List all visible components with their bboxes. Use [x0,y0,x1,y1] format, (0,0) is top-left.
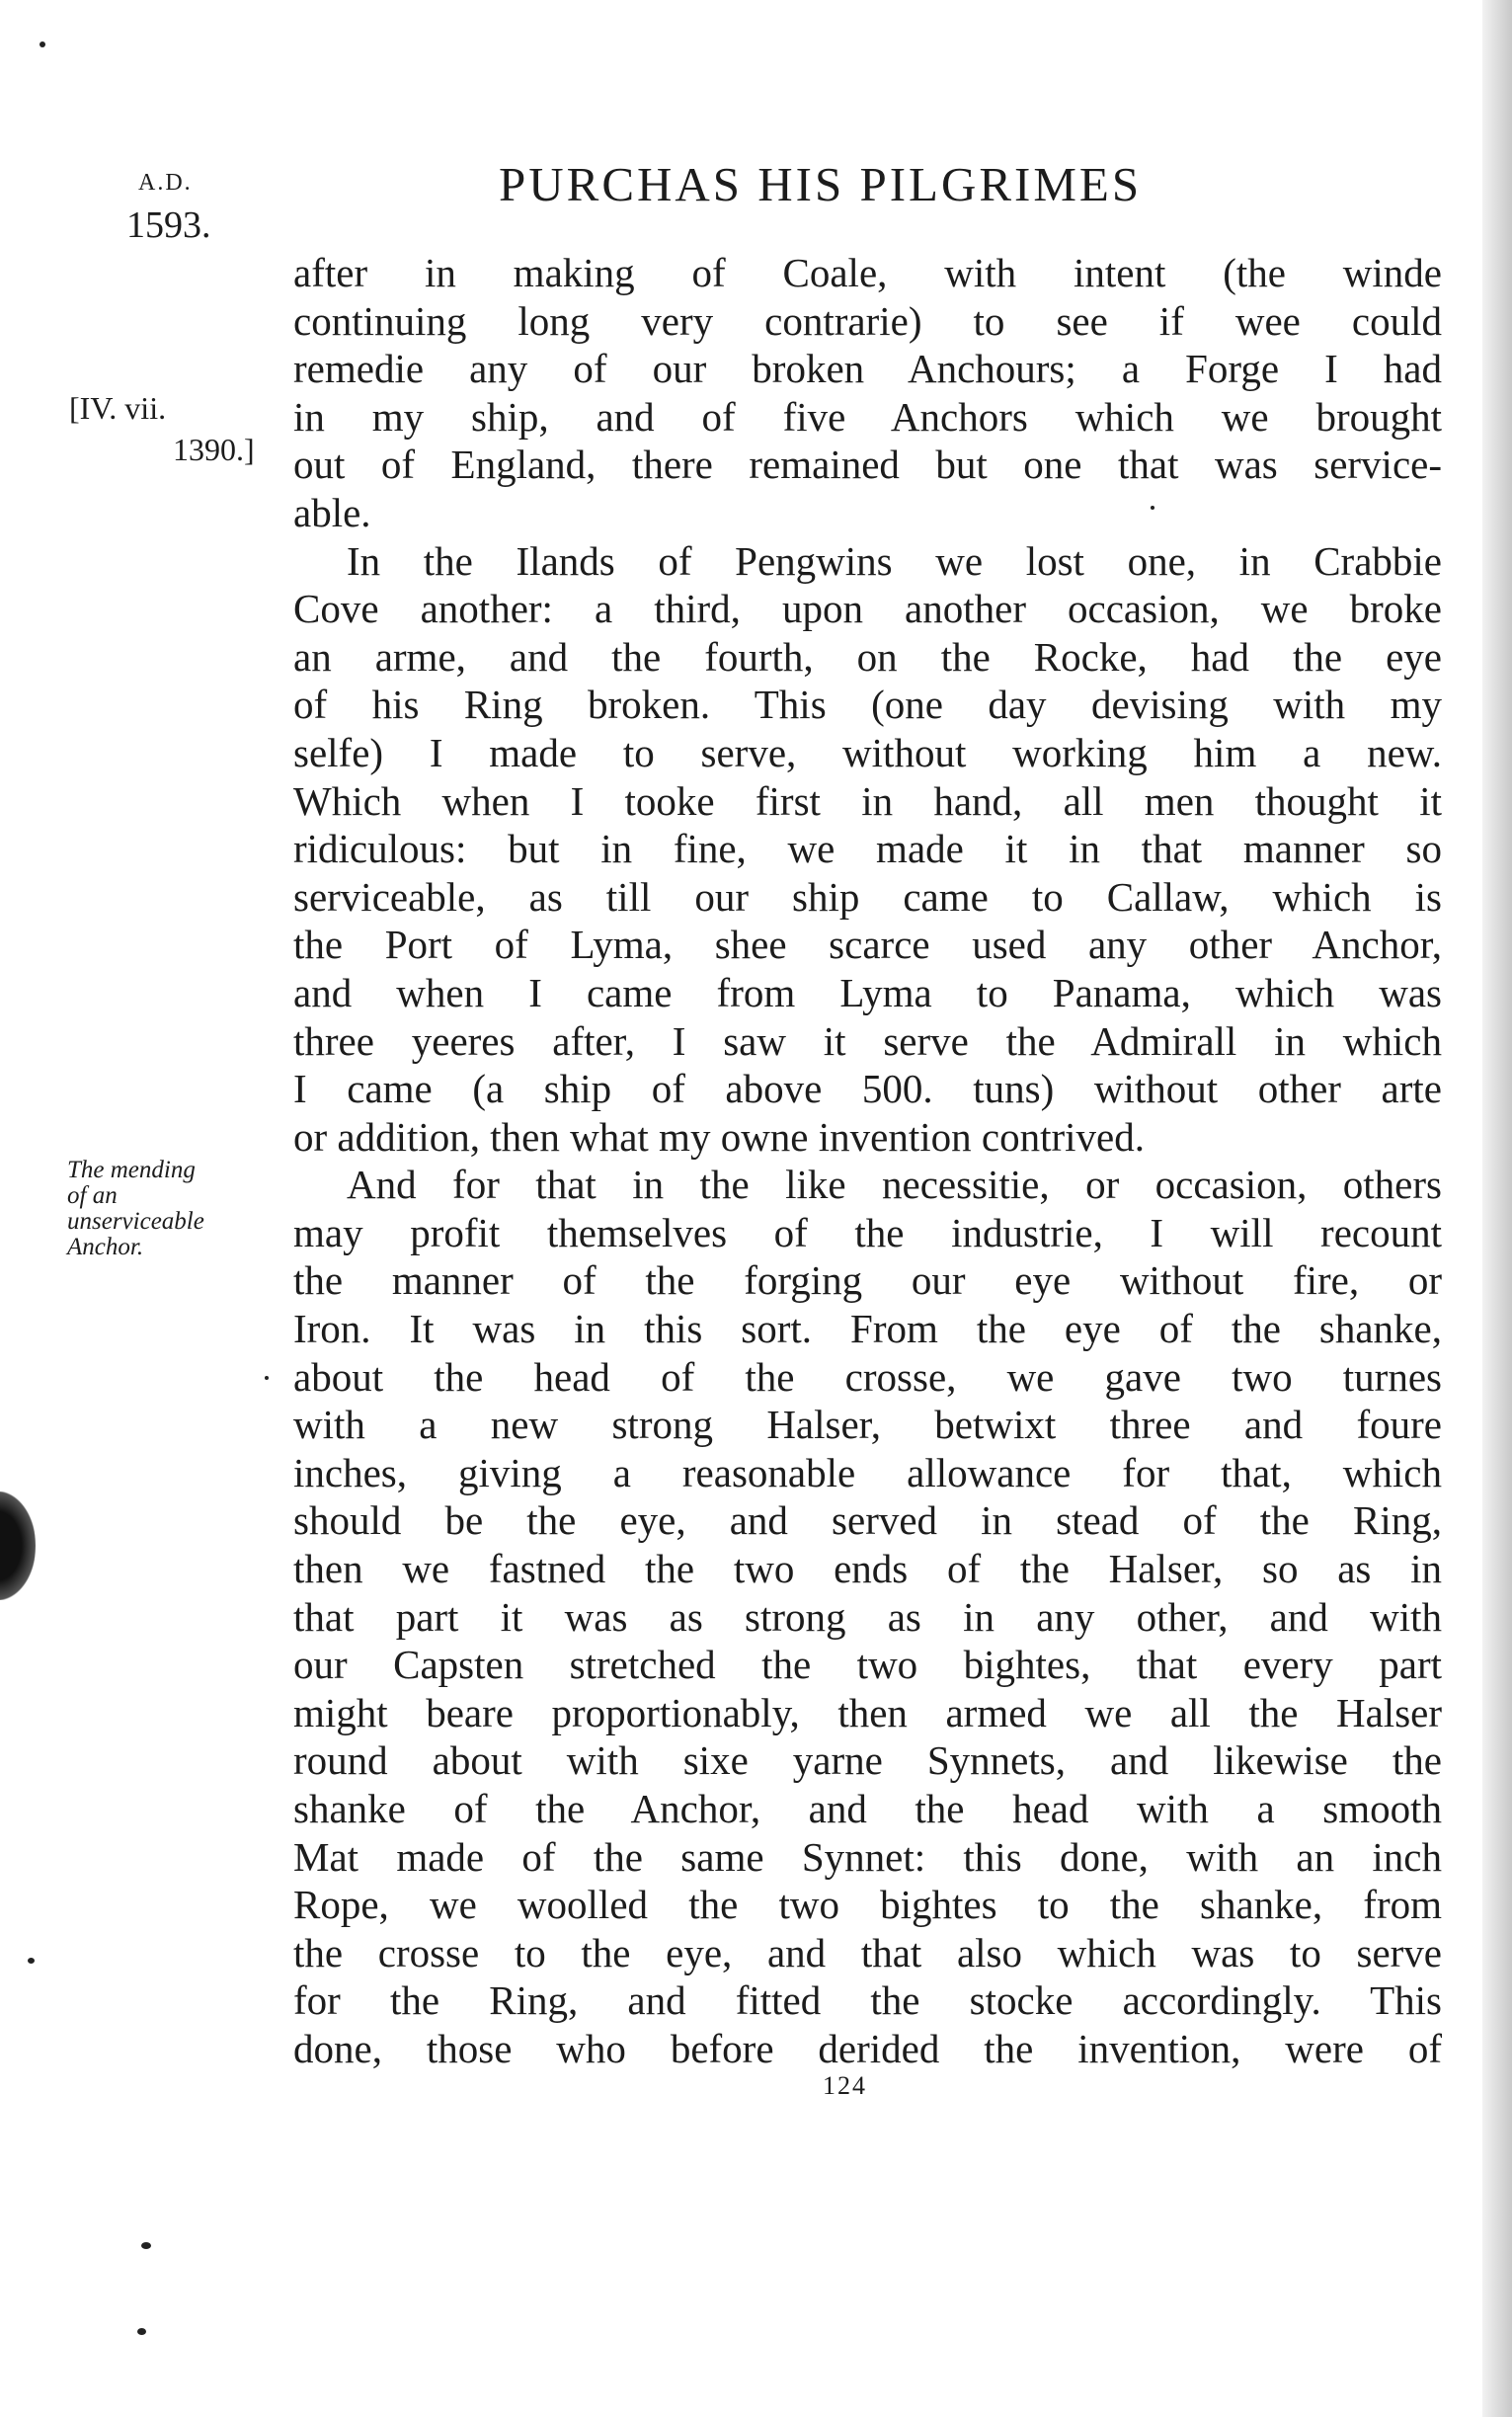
text-line: the Port of Lyma, shee scarce used any other Anchor, [293,922,1442,968]
scan-speck [141,2242,151,2249]
text-line: the crosse to the eye, and that also which was to serve [293,1929,1442,1975]
text-line: selfe) I made to serve, without working him a new. [293,729,1442,775]
running-title: PURCHAS HIS PILGRIMES [499,157,1143,211]
era-label: A.D. [138,170,193,196]
page-edge-shadow [1482,0,1512,2417]
text-line: Iron. It was in this sort. From the eye of the shanke, [293,1306,1442,1352]
text-line: for the Ring, and fitted the stocke accordingly. This [293,1977,1442,2024]
text-line: ridiculous: but in fine, we made it in that manner so [293,826,1442,872]
text-line: able. [293,489,371,535]
side-note-line: Anchor. [67,1234,144,1260]
page-number: 124 [823,2071,867,2100]
text-line: Which when I tooke first in hand, all men thought it [293,777,1442,824]
text-line: in my ship, and of five Anchors which we brought [293,393,1442,440]
text-line: Rope, we woolled the two bightes to the shanke, from [293,1882,1442,1928]
text-line: with a new strong Halser, betwixt three and foure [293,1402,1442,1448]
year-label: 1593. [126,204,211,246]
text-line: an arme, and the fourth, on the Rocke, had the eye [293,633,1442,680]
text-line: of his Ring broken. This (one day devising with my [293,682,1442,728]
text-line: out of England, there remained but one that was service- [293,442,1442,488]
text-line: that part it was as strong as in any other, and with [293,1593,1442,1640]
text-line: should be the eye, and served in stead of the Ring, [293,1497,1442,1544]
side-note [67,1158,275,1260]
text-line: round about with sixe yarne Synnets, and likewise the [293,1737,1442,1784]
text-line: and when I came from Lyma to Panama, which was [293,969,1442,1015]
text-line: inches, giving a reasonable allowance for that, which [293,1449,1442,1495]
scan-speck [1151,506,1154,510]
text-line: In the Ilands of Pengwins we lost one, in Crabbie [347,537,1442,584]
text-line: after in making of Coale, with intent (the winde [293,250,1442,295]
scan-thumb-artifact [0,1491,36,1600]
text-line: And for that in the like necessitie, or occasion, others [347,1162,1442,1208]
text-line: our Capsten stretched the two bightes, that every part [293,1642,1442,1688]
scan-speck [28,1958,35,1964]
side-note-line: The mending [67,1157,196,1183]
side-note-line: unserviceable [67,1208,204,1235]
text-line: I came (a ship of above 500. tuns) without other arte [293,1066,1442,1112]
text-line: or addition, then what my owne invention contrived. [293,1113,1145,1160]
signature-reference-line1: [IV. vii. [69,390,167,426]
side-note-line: of an [67,1182,118,1209]
text-line: remedie any of our broken Anchours; a Forge I had [293,346,1442,392]
signature-reference-line2: 1390.] [173,432,255,467]
text-line: Cove another: a third, upon another occasion, we broke [293,586,1442,632]
text-line: shanke of the Anchor, and the head with a smooth [293,1786,1442,1831]
body-text [293,249,1442,2073]
scan-speck [265,1376,269,1380]
text-line: may profit themselves of the industrie, I will recount [293,1209,1442,1255]
text-line: three yeeres after, I saw it serve the Admirall in which [293,1017,1442,1064]
text-line: continuing long very contrarie) to see if wee could [293,297,1442,344]
text-line: then we fastned the two ends of the Halser, so as in [293,1546,1442,1592]
text-line: might beare proportionably, then armed we all the Halser [293,1689,1442,1735]
text-line: serviceable, as till our ship came to Callaw, which is [293,873,1442,920]
text-line: Mat made of the same Synnet: this done, with an inch [293,1833,1442,1880]
text-line: about the head of the crosse, we gave two turnes [293,1353,1442,1400]
text-line: the manner of the forging our eye without fire, or [293,1257,1442,1304]
scan-speck [137,2328,146,2335]
text-line: done, those who before derided the invention, were of [293,2025,1442,2071]
scan-speck [40,41,45,47]
